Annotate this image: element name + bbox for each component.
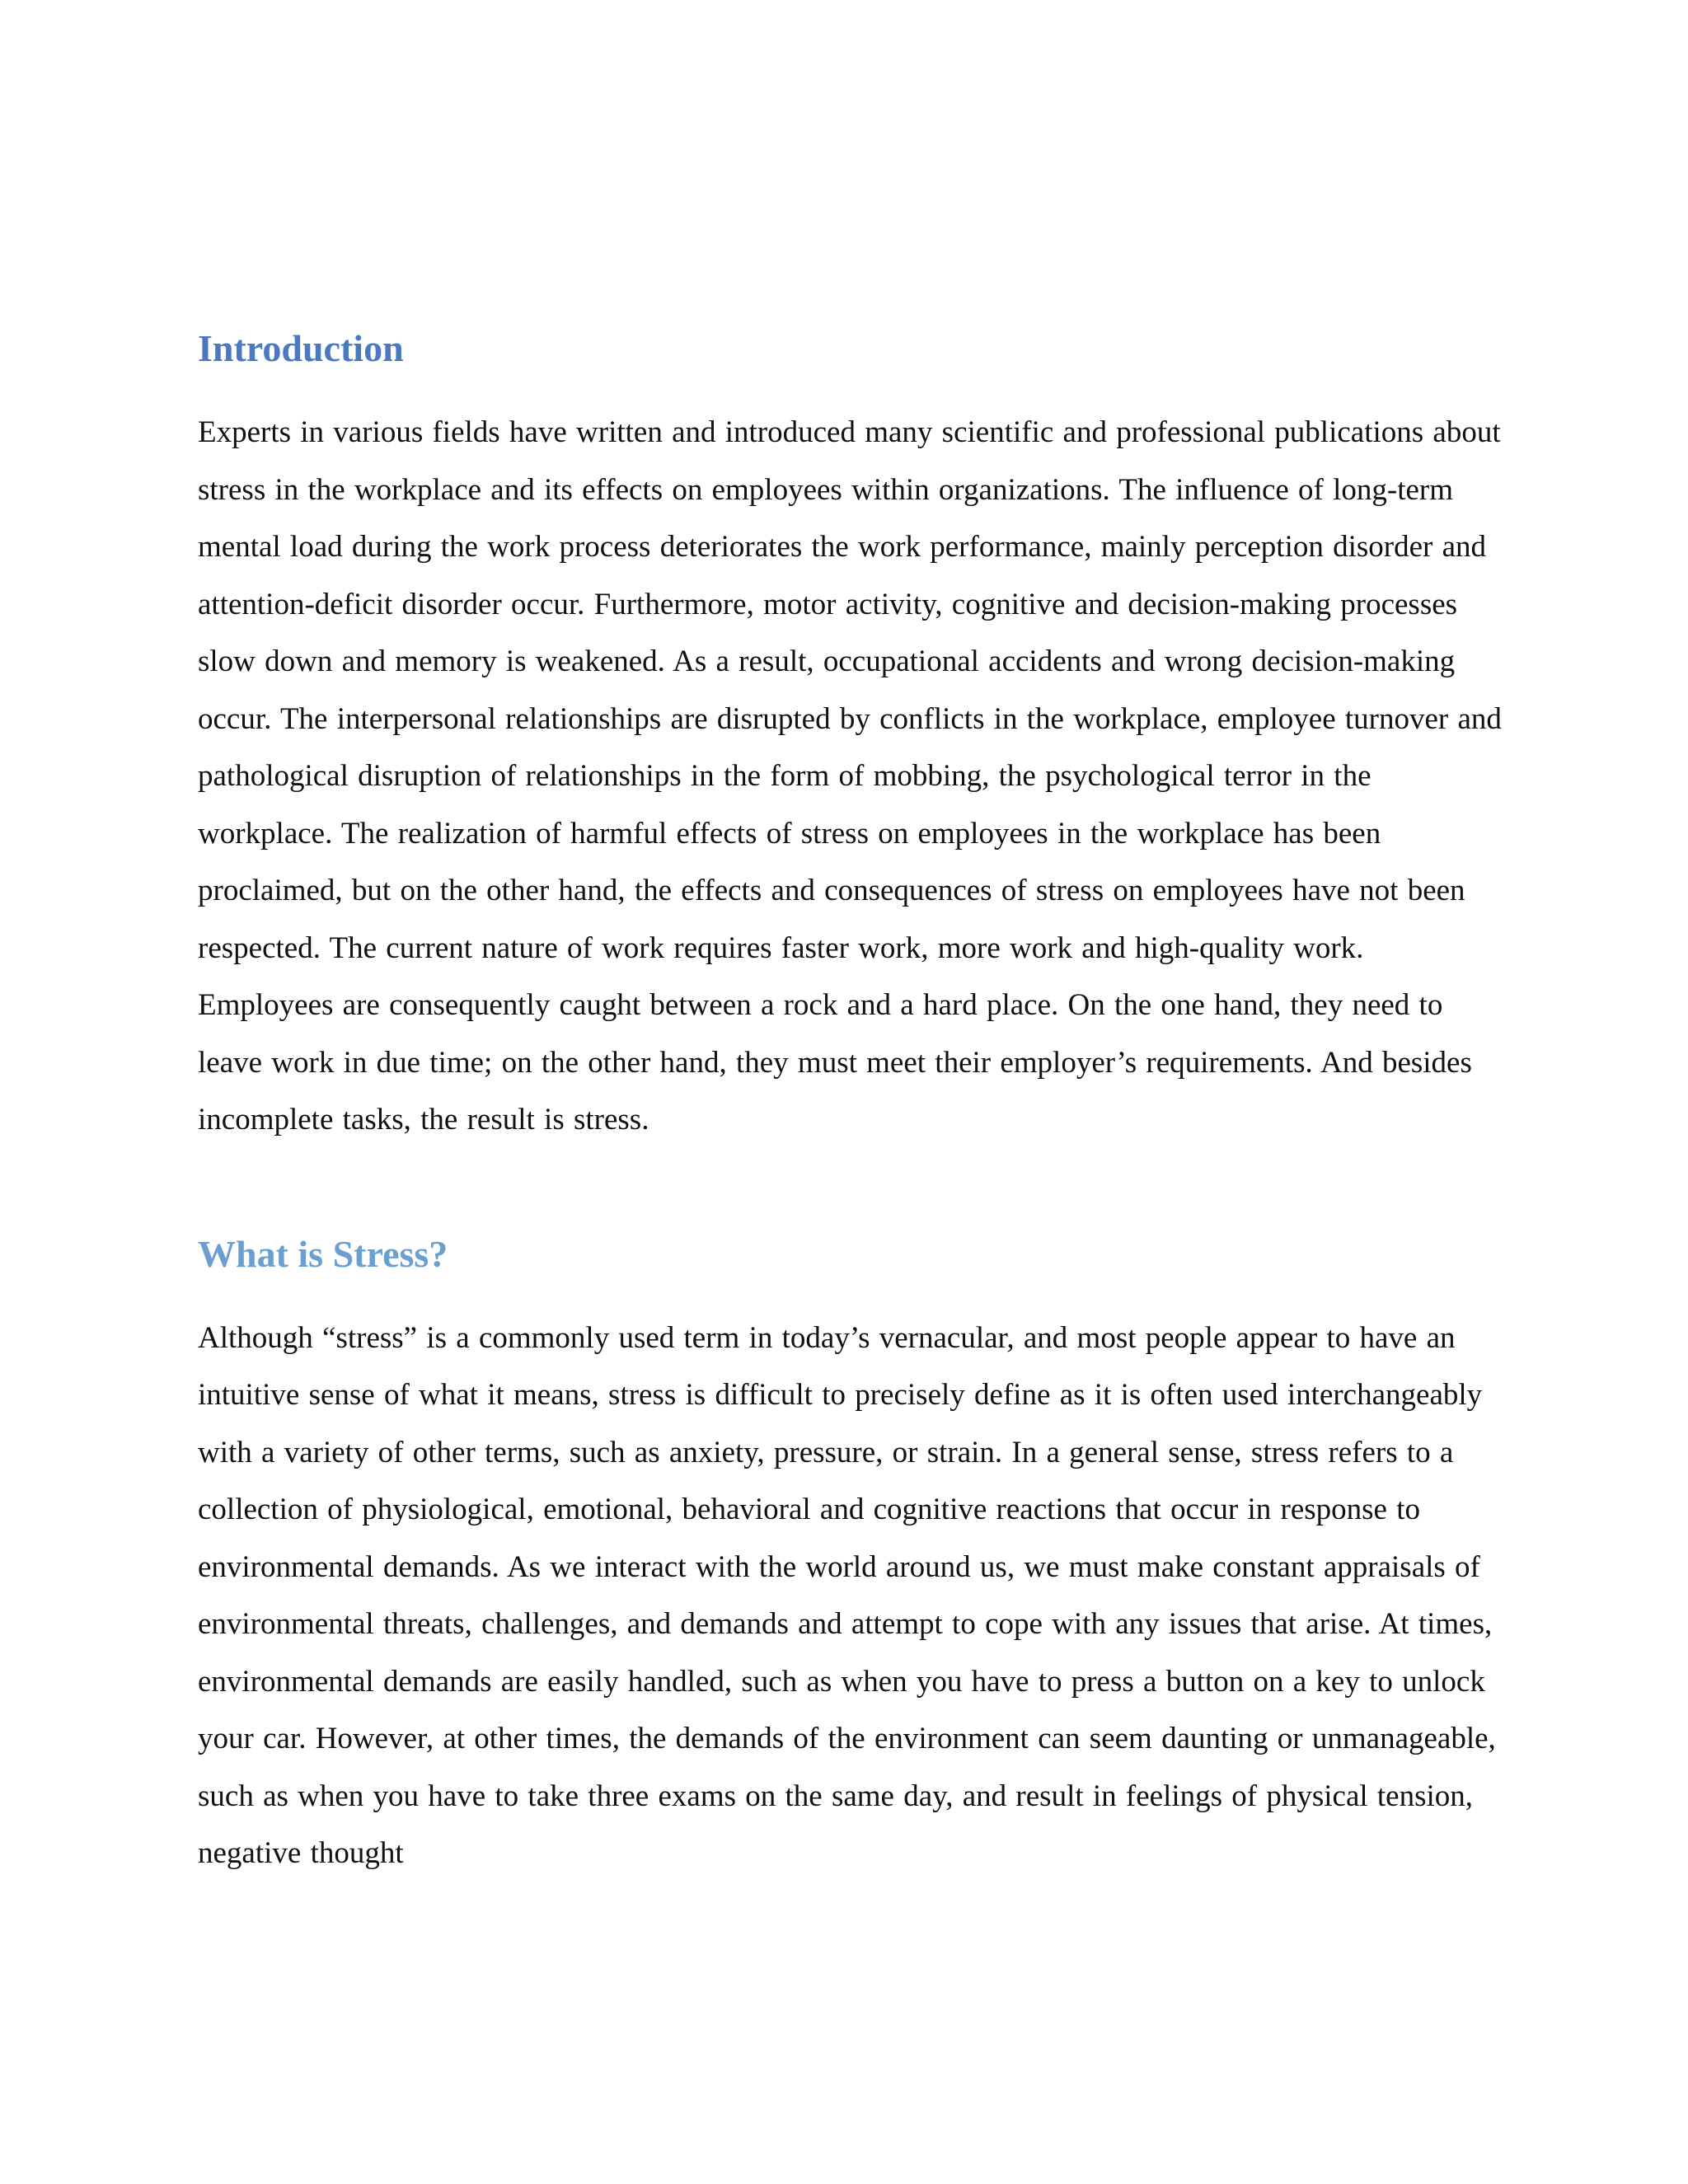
section-heading-what-is-stress: What is Stress?: [198, 1232, 448, 1275]
introduction-paragraph: Experts in various fields have written and introduced many scientific and professional publications about stress in the workplace and its effects on employees within organizations. The influence of long-term mental load during the work process deteriorates the work performance, mainly perception disorder and attention-deficit disorder occur. Furthermore, motor activity, cognitive and decision-making processes slow down and memory is weakened. As a result, occupational accidents and wrong decision-making occur. The interpersonal relationships are disrupted by conflicts in the workplace, employee turnover and pathological disruption of relationships in the form of mobbing, the psychological terror in the workplace. The realization of harmful effects of stress on employees in the workplace has been proclaimed, but on the other hand, the effects and consequences of stress on employees have not been respected. The current nature of work requires faster work, more work and high-quality work. Employees are consequently caught between a rock and a hard place. On the one hand, they need to leave work in due time; on the other hand, they must meet their employer’s requirements. And besides incomplete tasks, the result is stress.: [198, 415, 1502, 1137]
section-heading-introduction: Introduction: [198, 327, 404, 369]
what-is-stress-paragraph: Although “stress” is a commonly used term in today’s vernacular, and most people appear to have an intuitive sense of what it means, stress is difficult to precisely define as it is often used interchangeably with a variety of other terms, such as anxiety, pressure, or strain. In a general sense, stress refers to a collection of physiological, emotional, behavioral and cognitive reactions that occur in response to environmental demands. As we interact with the world around us, we must make constant appraisals of environmental threats, challenges, and demands and attempt to cope with any issues that arise. At times, environmental demands are easily handled, such as when you have to press a button on a key to unlock your car. However, at other times, the demands of the environment can seem daunting or unmanageable, such as when you have to take three exams on the same day, and result in feelings of physical tension, negative thought: [198, 1320, 1496, 1871]
document-body: [198, 326, 1508, 1882]
